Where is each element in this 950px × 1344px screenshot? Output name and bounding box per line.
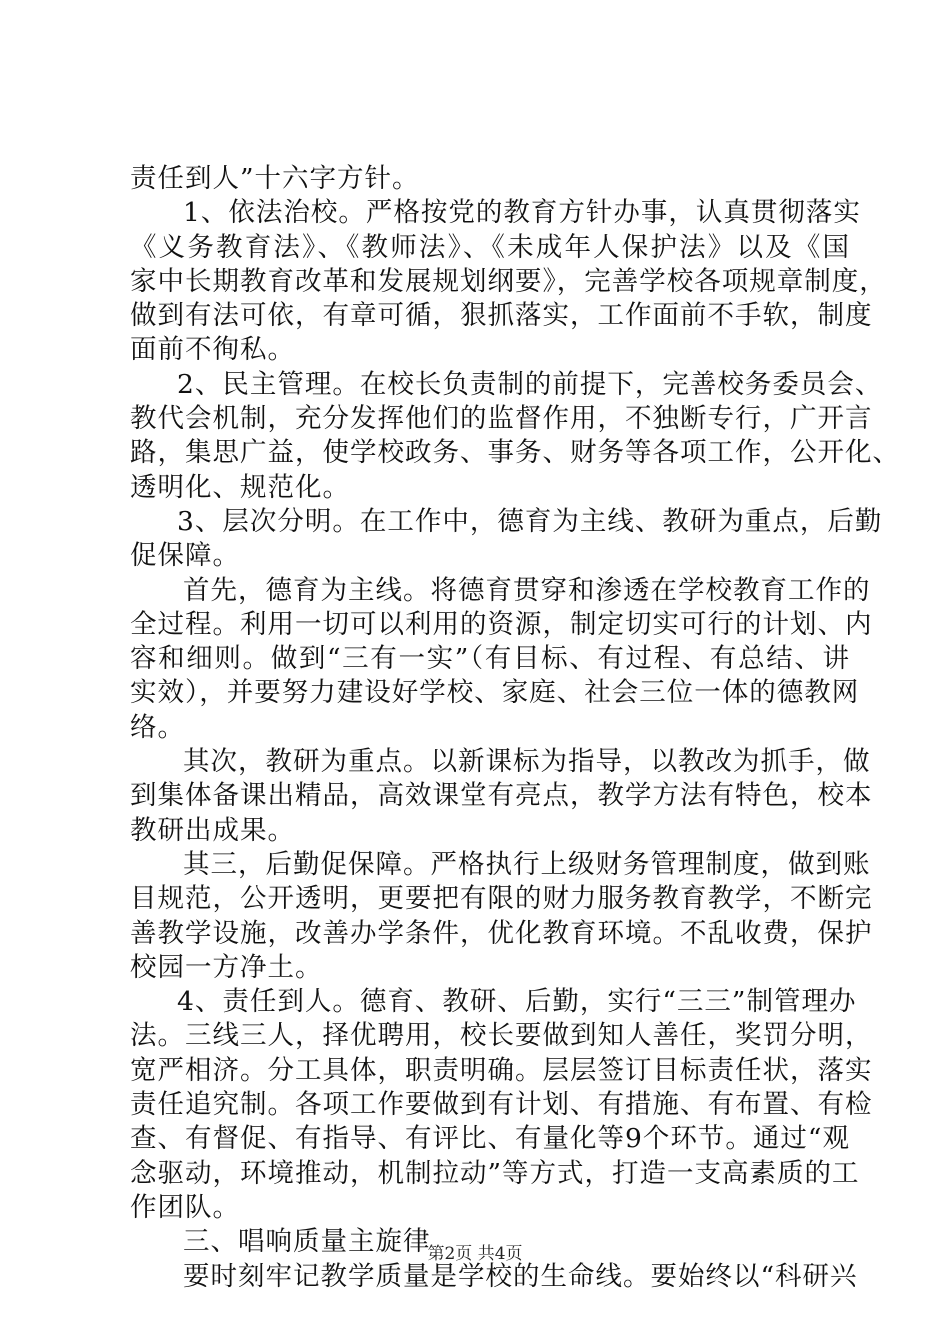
text-line: 路，集思广益，使学校政务、事务、财务等各项工作，公开化、 [130, 437, 900, 469]
section-heading: 三、唱响质量主旋律 [183, 1226, 431, 1258]
text-line: 教研出成果。 [130, 814, 295, 846]
text-line: 4、责任到人。德育、教研、后勤，实行“三三”制管理办 [177, 986, 857, 1018]
text-line: 全过程。利用一切可以利用的资源，制定切实可行的计划、内 [130, 608, 873, 640]
page-footer: 第2页 共4页 [427, 1244, 523, 1264]
text-line: 3、层次分明。在工作中，德育为主线、教研为重点，后勤 [177, 505, 883, 537]
text-line: 首先，德育为主线。将德育贯穿和渗透在学校教育工作的 [183, 574, 871, 606]
text-line: 目规范，公开透明，更要把有限的财力服务教育教学，不断完 [130, 883, 873, 915]
text-line: 面前不徇私。 [130, 334, 295, 366]
text-line: 透明化、规范化。 [130, 471, 350, 503]
document-body [130, 162, 900, 1294]
text-line: 校园一方净土。 [130, 951, 323, 983]
text-line: 其三，后勤促保障。严格执行上级财务管理制度，做到账 [183, 848, 871, 880]
text-line: 1、依法治校。严格按党的教育方针办事，认真贯彻落实 [183, 197, 861, 229]
text-line: 促保障。 [130, 540, 240, 572]
text-line: 教代会机制，充分发挥他们的监督作用，不独断专行，广开言 [130, 403, 873, 435]
text-line: 善教学设施，改善办学条件，优化教育环境。不乱收费，保护 [130, 917, 873, 949]
text-line: 责任追究制。各项工作要做到有计划、有措施、有布置、有检 [130, 1089, 873, 1121]
text-line: 《义务教育法》、《教师法》、《未成年人保护法》以及《国 [130, 231, 850, 263]
text-line: 宽严相济。分工具体，职责明确。层层签订目标责任状，落实 [130, 1054, 873, 1086]
text-line: 法。三线三人，择优聘用，校长要做到知人善任，奖罚分明， [130, 1020, 873, 1052]
text-line: 念驱动，环境推动，机制拉动”等方式，打造一支高素质的工 [130, 1157, 860, 1189]
text-line: 家中长期教育改革和发展规划纲要》，完善学校各项规章制度， [130, 265, 887, 297]
text-line: 查、有督促、有指导、有评比、有量化等9个环节。通过“观 [130, 1123, 850, 1155]
text-line: 容和细则。做到“三有一实”（有目标、有过程、有总结、讲 [130, 643, 850, 675]
text-line: 作团队。 [130, 1191, 240, 1223]
text-line: 络。 [130, 711, 185, 743]
text-line: 实效），并要努力建设好学校、家庭、社会三位一体的德教网 [130, 677, 860, 709]
text-line: 到集体备课出精品，高效课堂有亮点，教学方法有特色，校本 [130, 780, 873, 812]
text-line: 要时刻牢记教学质量是学校的生命线。要始终以“科研兴 [183, 1260, 858, 1292]
text-line: 做到有法可依，有章可循，狠抓落实，工作面前不手软，制度 [130, 300, 873, 332]
text-line: 2、民主管理。在校长负责制的前提下，完善校务委员会、 [177, 368, 883, 400]
text-line: 其次，教研为重点。以新课标为指导，以教改为抓手，做 [183, 746, 871, 778]
text-line: 责任到人”十六字方针。 [130, 163, 420, 194]
